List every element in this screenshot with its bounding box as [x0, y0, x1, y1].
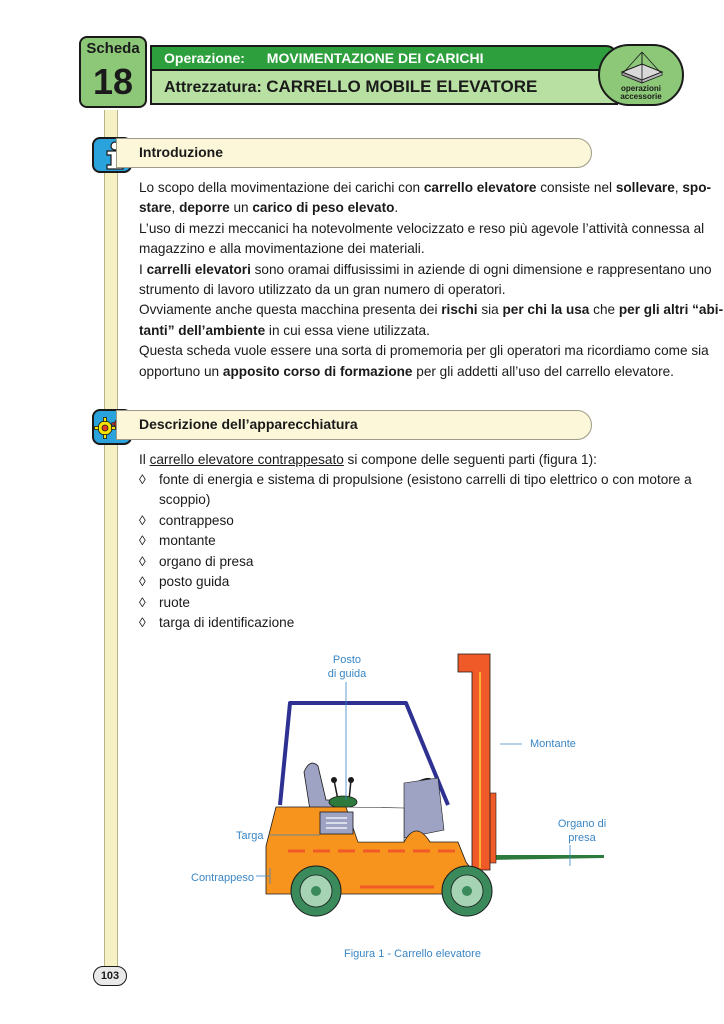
- control-box: [329, 796, 357, 808]
- list-item: ◊ ruote: [139, 595, 190, 610]
- section-introduzione-bar: [116, 138, 592, 168]
- category-caption: [600, 85, 682, 101]
- figure-caption: Figura 1 - Carrello elevatore: [344, 948, 481, 960]
- intro-p4-line1: Ovviamente anche questa macchina presenta dei rischi sia per chi la usa che per gli altri “abi-: [139, 302, 724, 318]
- label-contrappeso: Contrappeso: [191, 872, 254, 884]
- scheda-label: Scheda: [86, 40, 140, 57]
- section-descrizione-title: Descrizione dell’apparecchiatura: [139, 416, 358, 432]
- category-line1: operazioni: [620, 84, 661, 93]
- intro-p4-line2: tanti” dell’ambiente in cui essa viene utilizzata.: [139, 322, 430, 338]
- scheda-tab: [79, 36, 147, 108]
- front-wheel: [442, 866, 492, 916]
- dashboard: [404, 778, 444, 838]
- page-number: 103: [93, 966, 127, 986]
- operazione-label: Operazione:: [164, 50, 245, 66]
- header-operation-bar: [150, 45, 618, 71]
- operazione-value: MOVIMENTAZIONE DEI CARICHI: [266, 50, 484, 66]
- scheda-number: 18: [92, 61, 134, 102]
- intro-p5-line1: Questa scheda vuole essere una sorta di promemoria per gli operatori ma ricordiamo come sia: [139, 343, 709, 359]
- intro-p2-line1: L’uso di mezzi meccanici ha notevolmente velocizzato e reso più agevole l’attività connessa al: [139, 220, 705, 236]
- mast: [458, 654, 490, 870]
- category-line2: accessorie: [620, 92, 662, 101]
- list-item-continuation: scoppio): [159, 492, 211, 507]
- list-item: ◊ posto guida: [139, 574, 230, 589]
- forklift-illustration: [180, 645, 620, 945]
- fork: [490, 855, 604, 860]
- list-item: ◊ organo di presa: [139, 554, 254, 569]
- description-intro: Il carrello elevatore contrappesato si compone delle seguenti parti (figura 1):: [139, 452, 597, 467]
- intro-p1-line1: Lo scopo della movimentazione dei carichi con carrello elevatore consiste nel sollevare, spo-: [139, 180, 712, 195]
- list-item: ◊ montante: [139, 533, 216, 548]
- section-descrizione-bar: [116, 410, 592, 440]
- header-equipment-bar: [150, 71, 618, 105]
- attrezzatura-label: Attrezzatura:: [164, 79, 262, 96]
- rear-wheel: [291, 866, 341, 916]
- intro-text: [139, 178, 724, 382]
- intro-p5-line2: opportuno un apposito corso di formazione per gli addetti all’uso del carrello elevatore.: [139, 363, 674, 379]
- intro-p3-line2: strumento di lavoro utilizzato da un gran numero di operatori.: [139, 282, 506, 298]
- attrezzatura-value: CARRELLO MOBILE ELEVATORE: [266, 77, 538, 96]
- platform-icon: [618, 50, 666, 84]
- left-margin-bar: [104, 110, 118, 970]
- intro-p2-line2: magazzino e alla movimentazione dei materiali.: [139, 241, 425, 257]
- category-badge: [598, 44, 684, 106]
- label-montante: Montante: [530, 738, 576, 750]
- intro-p3-line1: I carrelli elevatori sono oramai diffusissimi in aziende di ogni dimensione e rappresentano uno: [139, 261, 712, 277]
- label-targa: Targa: [236, 830, 264, 842]
- list-item: ◊ fonte di energia e sistema di propulsione (esistono carrelli di tipo elettrico o con motore a: [139, 472, 692, 487]
- label-posto-guida: Posto di guida: [327, 654, 367, 680]
- label-organo-presa: Organo di presa: [557, 818, 607, 844]
- intro-p1-line2: stare, deporre un carico di peso elevato.: [139, 200, 399, 216]
- list-item: ◊ contrappeso: [139, 513, 234, 528]
- list-item: ◊ targa di identificazione: [139, 615, 295, 630]
- section-introduzione-title: Introduzione: [139, 144, 223, 160]
